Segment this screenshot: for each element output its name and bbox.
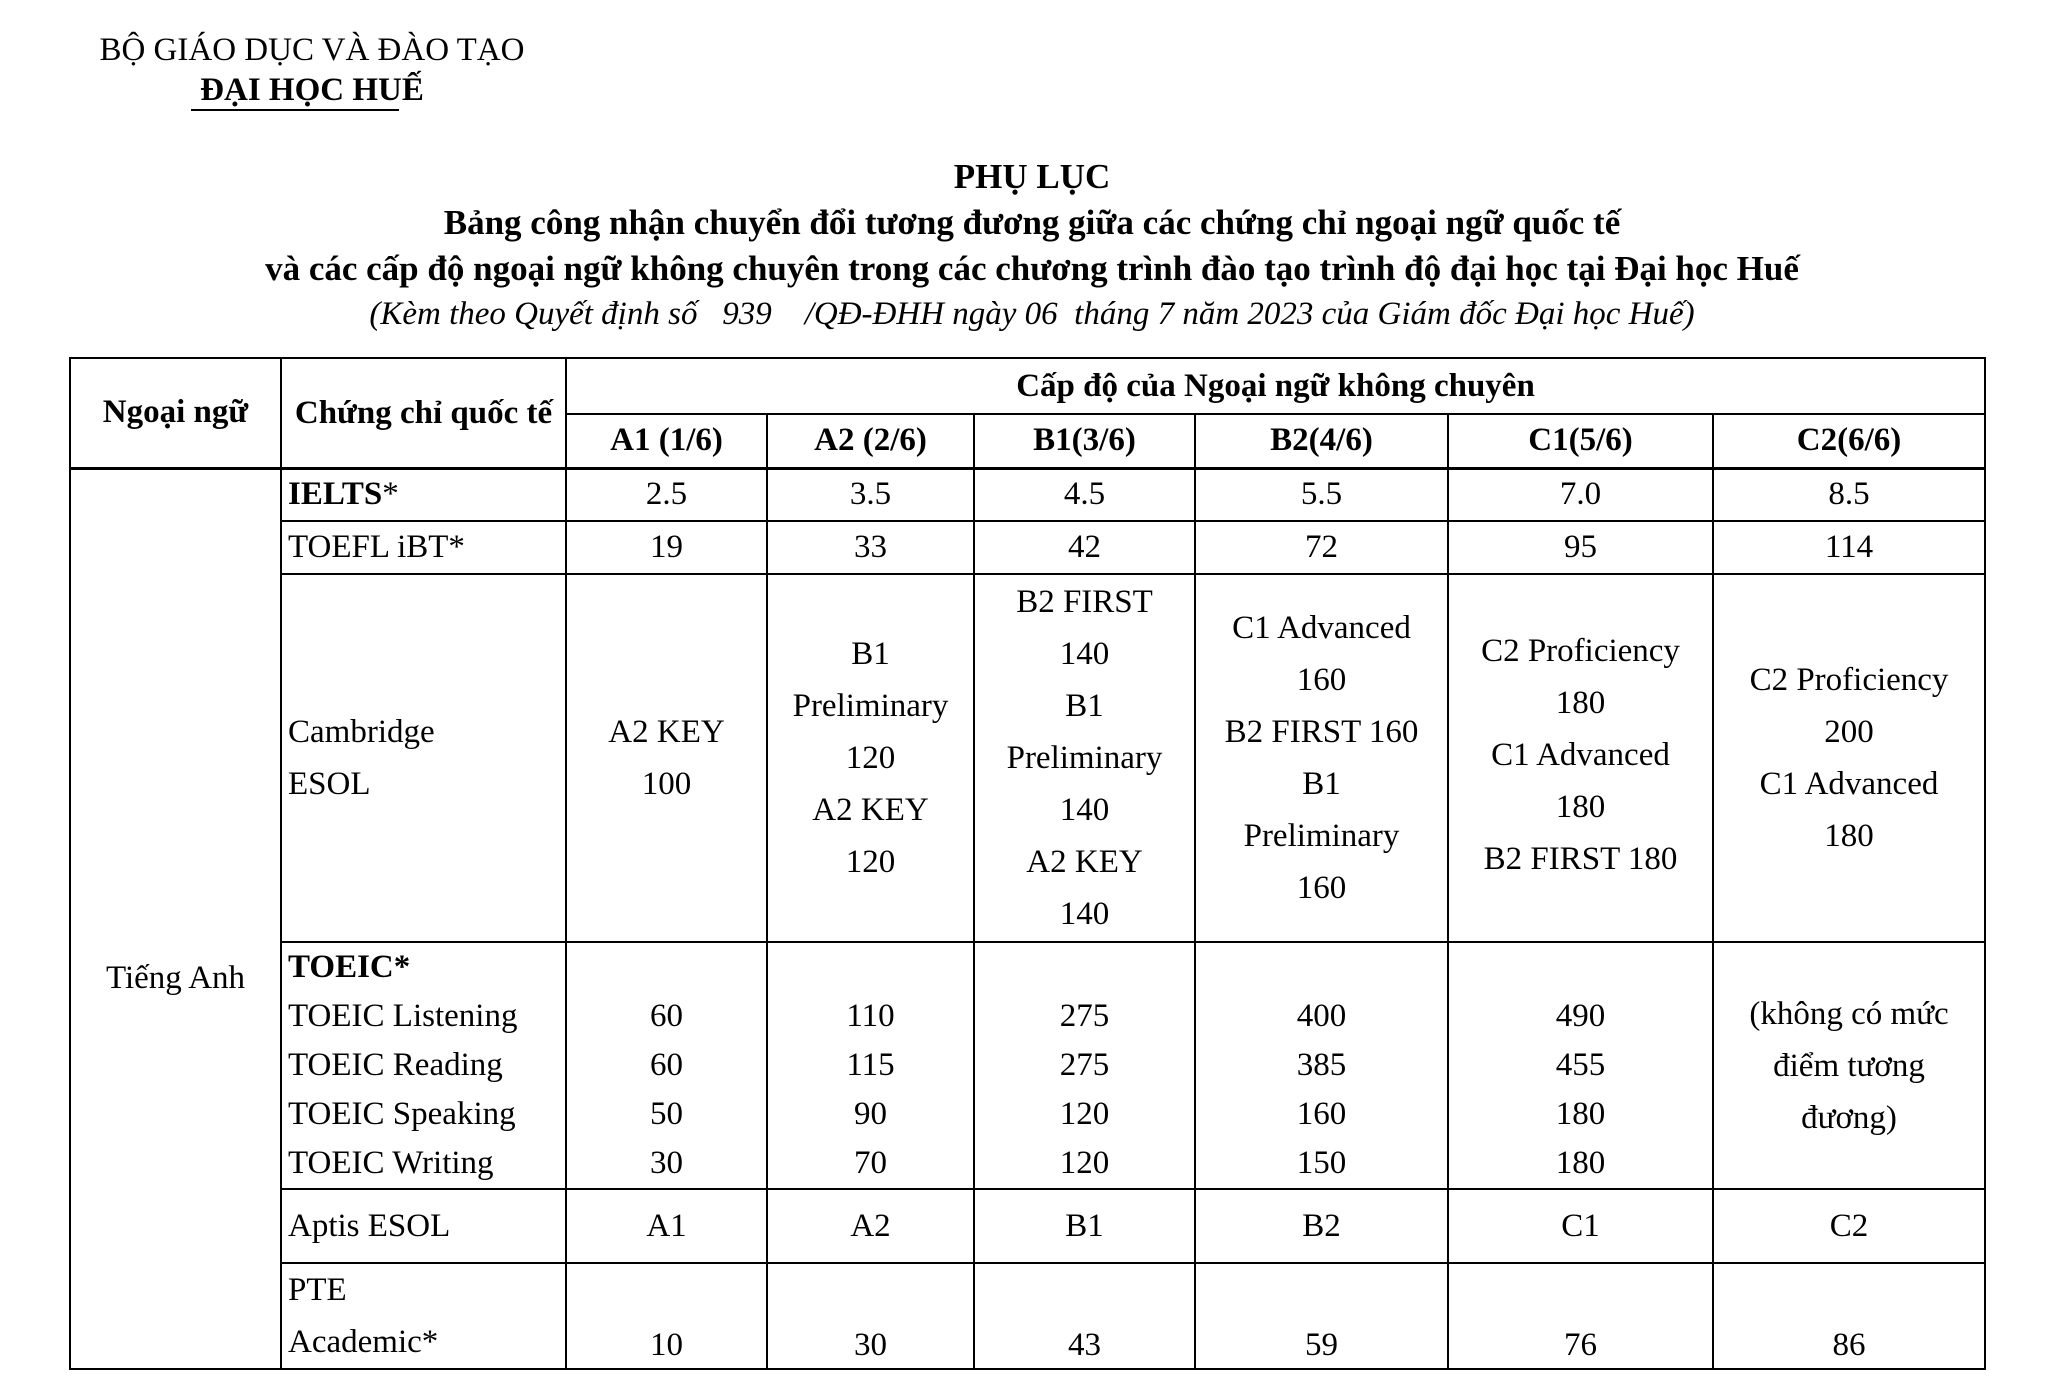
toeic-b1-value: 120 <box>1059 1145 1110 1181</box>
cambridge-b2-line: 160 <box>1296 662 1347 698</box>
cert-cambridge <box>281 574 566 942</box>
university-name: ĐẠI HỌC HUẾ <box>200 72 424 108</box>
cambridge-c2 <box>1713 574 1985 942</box>
toeic-a1-value: 60 <box>650 998 683 1034</box>
table-row-aptis <box>70 1189 1985 1263</box>
toeic-skill-speaking: TOEIC Speaking <box>288 1096 516 1132</box>
toeic-b2-value: 400 <box>1296 998 1347 1034</box>
cert-cambridge-line1: Cambridge <box>288 714 435 750</box>
toeic-a2-value: 115 <box>846 1047 895 1083</box>
cambridge-a2-line: A2 KEY <box>812 792 929 828</box>
toeic-a2-value: 70 <box>854 1145 887 1181</box>
table-row-pte <box>70 1263 1985 1369</box>
aptis-a1: A1 <box>566 1189 767 1263</box>
ielts-a1: 2.5 <box>566 468 767 521</box>
cambridge-b2-line: B2 FIRST 160 <box>1224 714 1419 750</box>
toeic-b2-value: 385 <box>1296 1047 1347 1083</box>
toefl-c1: 95 <box>1448 521 1713 574</box>
toeic-c2 <box>1713 942 1985 1189</box>
ielts-a2: 3.5 <box>767 468 974 521</box>
cambridge-b2 <box>1195 574 1448 942</box>
toeic-a1-value: 30 <box>650 1145 683 1181</box>
toeic-c1-value: 180 <box>1555 1145 1606 1181</box>
cambridge-a1 <box>566 574 767 942</box>
cert-toeic-name: TOEIC* <box>288 949 411 985</box>
toefl-c2: 114 <box>1713 521 1985 574</box>
cambridge-b1-line: A2 KEY <box>1026 844 1143 880</box>
toeic-b1-value: 120 <box>1059 1096 1110 1132</box>
toeic-a2-value: 90 <box>854 1096 887 1132</box>
aptis-b1: B1 <box>974 1189 1195 1263</box>
toeic-a2-value: 110 <box>846 998 895 1034</box>
cambridge-b2-line: 160 <box>1296 870 1347 906</box>
toeic-c2-line: (không có mức <box>1749 995 1949 1032</box>
cambridge-b1-line: 140 <box>1059 896 1110 932</box>
toeic-b1 <box>974 942 1195 1189</box>
toeic-a1-value: 60 <box>650 1047 683 1083</box>
toefl-a2: 33 <box>767 521 974 574</box>
aptis-a2: A2 <box>767 1189 974 1263</box>
pte-a2: 30 <box>767 1263 974 1369</box>
table-row-toefl <box>70 521 1985 574</box>
cert-cambridge-line2: ESOL <box>288 766 371 802</box>
cambridge-b2-line: C1 Advanced <box>1232 610 1411 646</box>
university-underline <box>191 109 399 111</box>
aptis-b2: B2 <box>1195 1189 1448 1263</box>
document-title-block <box>0 154 2064 336</box>
toeic-b2-value: 160 <box>1296 1096 1347 1132</box>
cambridge-c1 <box>1448 574 1713 942</box>
table-row-toeic <box>70 942 1985 1189</box>
table-row-ielts <box>70 468 1985 521</box>
toeic-skill-listening: TOEIC Listening <box>288 998 518 1034</box>
aptis-c1: C1 <box>1448 1189 1713 1263</box>
ielts-b2: 5.5 <box>1195 468 1448 521</box>
toeic-a1 <box>566 942 767 1189</box>
cambridge-a2-line: Preliminary <box>792 688 949 724</box>
cambridge-c2-line: C1 Advanced <box>1759 766 1939 802</box>
language-cell: Tiếng Anh <box>70 468 281 1369</box>
cambridge-a2 <box>767 574 974 942</box>
cert-pte <box>281 1263 566 1369</box>
toeic-c2-line: đương) <box>1801 1099 1897 1136</box>
level-c2: C2(6/6) <box>1713 414 1985 468</box>
cambridge-a1-line: 100 <box>641 766 692 802</box>
cambridge-b1-line: 140 <box>1059 636 1110 672</box>
cambridge-b1-line: B1 <box>1065 688 1104 724</box>
level-b1: B1(3/6) <box>974 414 1195 468</box>
toeic-b2 <box>1195 942 1448 1189</box>
cambridge-b2-line: B1 <box>1302 766 1341 802</box>
ielts-b1: 4.5 <box>974 468 1195 521</box>
pte-c2: 86 <box>1713 1263 1985 1369</box>
cambridge-b1-line: 140 <box>1059 792 1110 828</box>
cambridge-c2-line: C2 Proficiency <box>1749 662 1949 698</box>
cert-pte-line2: Academic* <box>288 1324 439 1360</box>
cambridge-b2-line: Preliminary <box>1243 818 1400 854</box>
toeic-c1-value: 180 <box>1555 1096 1606 1132</box>
cambridge-c1-line: 180 <box>1555 685 1606 721</box>
toeic-b1-value: 275 <box>1059 1047 1110 1083</box>
toeic-a2 <box>767 942 974 1189</box>
toeic-c1 <box>1448 942 1713 1189</box>
level-b2: B2(4/6) <box>1195 414 1448 468</box>
toeic-c2-line: điểm tương <box>1773 1047 1925 1084</box>
toeic-skill-writing: TOEIC Writing <box>288 1145 494 1181</box>
cambridge-c2-line: 200 <box>1824 714 1874 750</box>
toeic-b1-value: 275 <box>1059 998 1110 1034</box>
cert-aptis: Aptis ESOL <box>281 1189 566 1263</box>
conversion-table <box>69 357 1986 1370</box>
cambridge-c1-line: C1 Advanced <box>1491 737 1670 773</box>
ielts-c1: 7.0 <box>1448 468 1713 521</box>
toefl-b1: 42 <box>974 521 1195 574</box>
ielts-c2: 8.5 <box>1713 468 1985 521</box>
pte-b1: 43 <box>974 1263 1195 1369</box>
cambridge-a2-line: 120 <box>845 740 896 776</box>
appendix-title: PHỤ LỤC <box>953 157 1111 196</box>
cert-pte-line1: PTE <box>288 1272 347 1308</box>
level-a2: A2 (2/6) <box>767 414 974 468</box>
table-title-line1: Bảng công nhận chuyển đổi tương đương giữa các chứng chỉ ngoại ngữ quốc tế <box>443 203 1621 242</box>
cert-toefl: TOEFL iBT* <box>281 521 566 574</box>
cambridge-b1-line: Preliminary <box>1006 740 1163 776</box>
header-language: Ngoại ngữ <box>70 358 281 468</box>
cert-ielts <box>281 468 566 521</box>
pte-a1: 10 <box>566 1263 767 1369</box>
cert-ielts-mark: * <box>382 476 399 513</box>
cambridge-c1-line: B2 FIRST 180 <box>1483 841 1678 877</box>
toefl-b2: 72 <box>1195 521 1448 574</box>
table-title-line2: và các cấp độ ngoại ngữ không chuyên trong các chương trình đào tạo trình độ đại học tại Đại học Huế <box>265 249 1799 288</box>
cambridge-a2-line: 120 <box>845 844 896 880</box>
pte-c1: 76 <box>1448 1263 1713 1369</box>
level-a1: A1 (1/6) <box>566 414 767 468</box>
level-c1: C1(5/6) <box>1448 414 1713 468</box>
cambridge-a2-line: B1 <box>851 636 890 672</box>
toeic-c1-value: 490 <box>1555 998 1606 1034</box>
decision-reference: (Kèm theo Quyết định số 939 /QĐ-ĐHH ngày 06 tháng 7 năm 2023 của Giám đốc Đại học Huế) <box>369 296 1695 332</box>
pte-b2: 59 <box>1195 1263 1448 1369</box>
header-certificate: Chứng chỉ quốc tế <box>281 358 566 468</box>
issuing-organization <box>82 30 542 110</box>
table-row-cambridge <box>70 574 1985 942</box>
toeic-a1-value: 50 <box>650 1096 683 1132</box>
toeic-skill-reading: TOEIC Reading <box>288 1047 503 1083</box>
cambridge-a1-line: A2 KEY <box>608 714 725 750</box>
header-levels: Cấp độ của Ngoại ngữ không chuyên <box>566 358 1985 414</box>
ministry-name: BỘ GIÁO DỤC VÀ ĐÀO TẠO <box>99 32 525 68</box>
cambridge-c1-line: 180 <box>1555 789 1606 825</box>
cambridge-c2-line: 180 <box>1824 818 1874 854</box>
aptis-c2: C2 <box>1713 1189 1985 1263</box>
cambridge-b1 <box>974 574 1195 942</box>
toefl-a1: 19 <box>566 521 767 574</box>
toeic-c1-value: 455 <box>1555 1047 1606 1083</box>
cert-toeic <box>281 942 566 1189</box>
cambridge-c1-line: C2 Proficiency <box>1481 633 1680 669</box>
cert-ielts-name: IELTS <box>288 476 383 513</box>
cambridge-b1-line: B2 FIRST <box>1016 584 1153 620</box>
toeic-b2-value: 150 <box>1296 1145 1347 1181</box>
